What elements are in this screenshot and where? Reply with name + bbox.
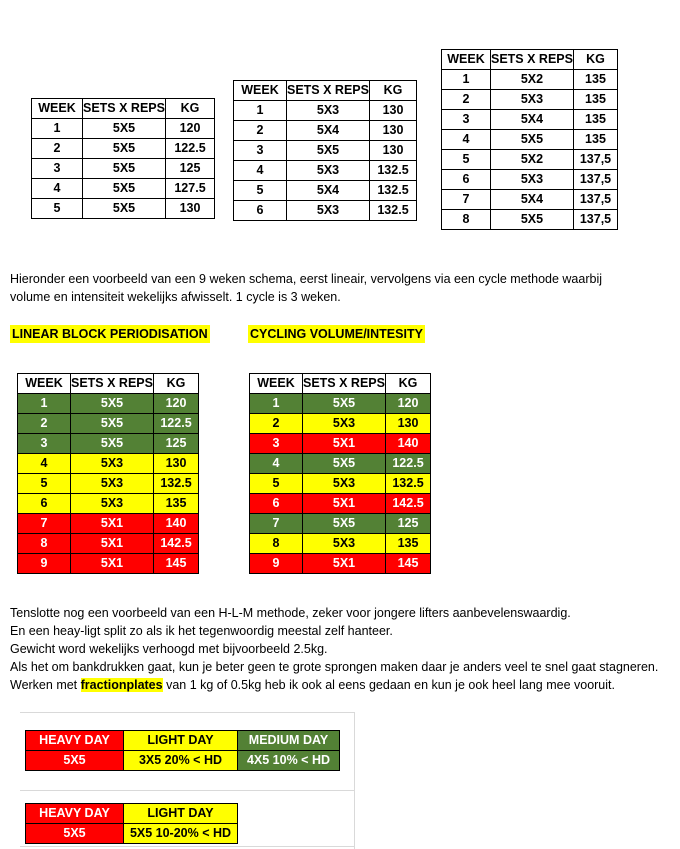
cell: 5X4 [491,190,574,210]
header-kg: KG [166,99,215,119]
header-kg: KG [154,374,199,394]
table-header-row [26,804,238,824]
cell: 3 [32,159,83,179]
medium-day-header: MEDIUM DAY [238,731,340,751]
cell: 135 [573,130,617,150]
cell: 132.5 [370,161,417,181]
heavy-day-value: 5X5 [26,751,124,771]
cell: 120 [386,394,431,414]
cell: 1 [32,119,83,139]
cell: 125 [386,514,431,534]
table-row [250,454,431,474]
fractionplates-highlight: fractionplates [80,678,163,692]
cell: 5X3 [71,474,154,494]
table-row [442,90,618,110]
table-row [32,139,215,159]
light-day-header: LIGHT DAY [124,731,238,751]
cell: 5 [234,181,287,201]
cell: 2 [32,139,83,159]
table-row [250,394,431,414]
cell: 4 [234,161,287,181]
cell: 6 [234,201,287,221]
light-day-value: 3X5 20% < HD [124,751,238,771]
cell: 5X5 [83,199,166,219]
table-row [234,181,417,201]
table-row [442,130,618,150]
cell: 5X5 [491,210,574,230]
cell: 122.5 [386,454,431,474]
progression-table-2 [233,80,417,221]
cell: 2 [234,121,287,141]
header-week: WEEK [442,50,491,70]
cell: 1 [234,101,287,121]
cell: 122.5 [154,414,199,434]
cell: 5X1 [303,434,386,454]
cell: 132.5 [370,181,417,201]
cell: 6 [250,494,303,514]
table-row [26,824,238,844]
table-row [250,534,431,554]
header-kg: KG [386,374,431,394]
table-row [32,159,215,179]
table-row [250,494,431,514]
cell: 140 [154,514,199,534]
cell: 135 [573,110,617,130]
cell: 3 [442,110,491,130]
table-row [250,474,431,494]
cell: 4 [18,454,71,474]
linear-block-table [17,373,199,574]
gridline [20,790,355,791]
gridline [354,712,355,849]
header-week: WEEK [234,81,287,101]
header-sets-reps: SETS X REPS [303,374,386,394]
cell: 7 [250,514,303,534]
cell: 137,5 [573,210,617,230]
cell: 125 [154,434,199,454]
cell: 5X5 [303,394,386,414]
cell: 6 [442,170,491,190]
cycling-label: CYCLING VOLUME/INTESITY [250,327,423,341]
cell: 5X5 [491,130,574,150]
cell: 7 [18,514,71,534]
cell: 1 [250,394,303,414]
table-row [234,161,417,181]
header-week: WEEK [32,99,83,119]
cell: 137,5 [573,150,617,170]
cell: 5X4 [491,110,574,130]
table-row [442,170,618,190]
header-sets-reps: SETS X REPS [491,50,574,70]
cell: 5X3 [71,454,154,474]
light-day-header: LIGHT DAY [124,804,238,824]
table-row [250,414,431,434]
table-header-row [250,374,431,394]
cell: 5X5 [287,141,370,161]
cell: 5X1 [71,534,154,554]
cell: 132.5 [154,474,199,494]
cell: 120 [166,119,215,139]
cell: 5X3 [491,90,574,110]
progression-table-1 [31,98,215,219]
table-row [32,199,215,219]
cell: 6 [18,494,71,514]
table-row [250,554,431,574]
cell: 2 [442,90,491,110]
closing-line-2: En een heay-ligt split zo als ik het tegenwoordig meestal zelf hanteer. [10,624,393,638]
cell: 5X1 [303,554,386,574]
header-sets-reps: SETS X REPS [287,81,370,101]
cell: 1 [18,394,71,414]
table-row [18,534,199,554]
cell: 125 [166,159,215,179]
light-day-value: 5X5 10-20% < HD [124,824,238,844]
cell: 5X3 [491,170,574,190]
closing-line-4-end: van 1 kg of 0.5kg heb ik ook al eens gedaan en kun je ook heel lang mee vooruit. [162,678,615,692]
table-row [18,494,199,514]
cell: 8 [250,534,303,554]
cell: 132.5 [370,201,417,221]
heavy-day-value: 5X5 [26,824,124,844]
table-header-row [234,81,417,101]
header-sets-reps: SETS X REPS [83,99,166,119]
table-row [26,751,340,771]
cell: 5X5 [303,454,386,474]
closing-paragraph [10,604,670,694]
table-header-row [32,99,215,119]
table-row [442,210,618,230]
cell: 5X1 [71,554,154,574]
table-row [442,150,618,170]
table-row [18,394,199,414]
cell: 5X5 [83,159,166,179]
cell: 9 [250,554,303,574]
cell: 1 [442,70,491,90]
cell: 5X5 [71,394,154,414]
gridline [20,846,355,847]
cell: 137,5 [573,170,617,190]
cell: 137,5 [573,190,617,210]
cell: 5X5 [71,434,154,454]
cell: 5X2 [491,70,574,90]
header-kg: KG [370,81,417,101]
cell: 130 [370,141,417,161]
table-row [32,179,215,199]
cell: 5X3 [303,534,386,554]
cell: 3 [234,141,287,161]
heavy-day-header: HEAVY DAY [26,731,124,751]
table-row [250,514,431,534]
table-row [234,201,417,221]
cell: 5 [32,199,83,219]
cell: 5X3 [287,161,370,181]
cell: 5X3 [287,101,370,121]
table-header-row [442,50,618,70]
cell: 5X5 [303,514,386,534]
heavy-day-header: HEAVY DAY [26,804,124,824]
table-row [18,434,199,454]
closing-line-4 [10,658,670,694]
progression-table-3 [441,49,618,230]
cell: 132.5 [386,474,431,494]
cell: 5X3 [303,414,386,434]
cell: 5X4 [287,181,370,201]
cell: 4 [442,130,491,150]
cell: 3 [18,434,71,454]
cell: 135 [154,494,199,514]
cell: 4 [250,454,303,474]
cell: 5 [250,474,303,494]
cell: 8 [442,210,491,230]
table-row [18,514,199,534]
cell: 8 [18,534,71,554]
cell: 5X5 [83,139,166,159]
cell: 5 [442,150,491,170]
cell: 140 [386,434,431,454]
closing-line-1: Tenslotte nog een voorbeeld van een H-L-M methode, zeker voor jongere lifters aanbevelenswaardig. [10,606,571,620]
cell: 5X5 [83,179,166,199]
table-row [250,434,431,454]
table-header-row [18,374,199,394]
closing-line-3: Gewicht word wekelijks verhoogd met bijvoorbeeld 2.5kg. [10,642,328,656]
cell: 5X3 [303,474,386,494]
table-row [442,190,618,210]
cell: 127.5 [166,179,215,199]
table-row [18,454,199,474]
cell: 130 [370,101,417,121]
cell: 5X1 [71,514,154,534]
intro-paragraph: Hieronder een voorbeeld van een 9 weken schema, eerst lineair, vervolgens via een cycle methode waarbij volume en intensiteit wekelijks afwisselt. 1 cycle is 3 weken. [10,272,603,304]
cell: 5X5 [83,119,166,139]
table-row [18,554,199,574]
cell: 5X4 [287,121,370,141]
cell: 135 [573,70,617,90]
cell: 9 [18,554,71,574]
cell: 142.5 [154,534,199,554]
linear-block-label: LINEAR BLOCK PERIODISATION [12,327,208,341]
header-week: WEEK [18,374,71,394]
table-row [234,141,417,161]
cell: 135 [386,534,431,554]
cycling-table [249,373,431,574]
header-kg: KG [573,50,617,70]
cell: 5X2 [491,150,574,170]
table-row [18,474,199,494]
cell: 3 [250,434,303,454]
table-row [442,110,618,130]
header-sets-reps: SETS X REPS [71,374,154,394]
cell: 2 [18,414,71,434]
cell: 120 [154,394,199,414]
cell: 2 [250,414,303,434]
medium-day-value: 4X5 10% < HD [238,751,340,771]
closing-line-4-start: Als het om bankdrukken gaat, kun je beter geen te grote sprongen maken daar je anders veel te snel gaat stagneren. Werken met [10,660,659,692]
cell: 130 [370,121,417,141]
gridline [20,712,355,713]
table-header-row [26,731,340,751]
cell: 122.5 [166,139,215,159]
hlm-table [25,730,340,771]
cell: 5X3 [71,494,154,514]
cell: 7 [442,190,491,210]
cell: 5X1 [303,494,386,514]
table-row [32,119,215,139]
table-row [442,70,618,90]
cell: 130 [154,454,199,474]
header-week: WEEK [250,374,303,394]
cell: 5X5 [71,414,154,434]
cell: 130 [386,414,431,434]
cell: 5 [18,474,71,494]
cell: 145 [386,554,431,574]
cell: 130 [166,199,215,219]
table-row [234,101,417,121]
table-row [234,121,417,141]
hl-table [25,803,238,844]
cell: 142.5 [386,494,431,514]
cell: 5X3 [287,201,370,221]
table-row [18,414,199,434]
cell: 4 [32,179,83,199]
cell: 145 [154,554,199,574]
cell: 135 [573,90,617,110]
